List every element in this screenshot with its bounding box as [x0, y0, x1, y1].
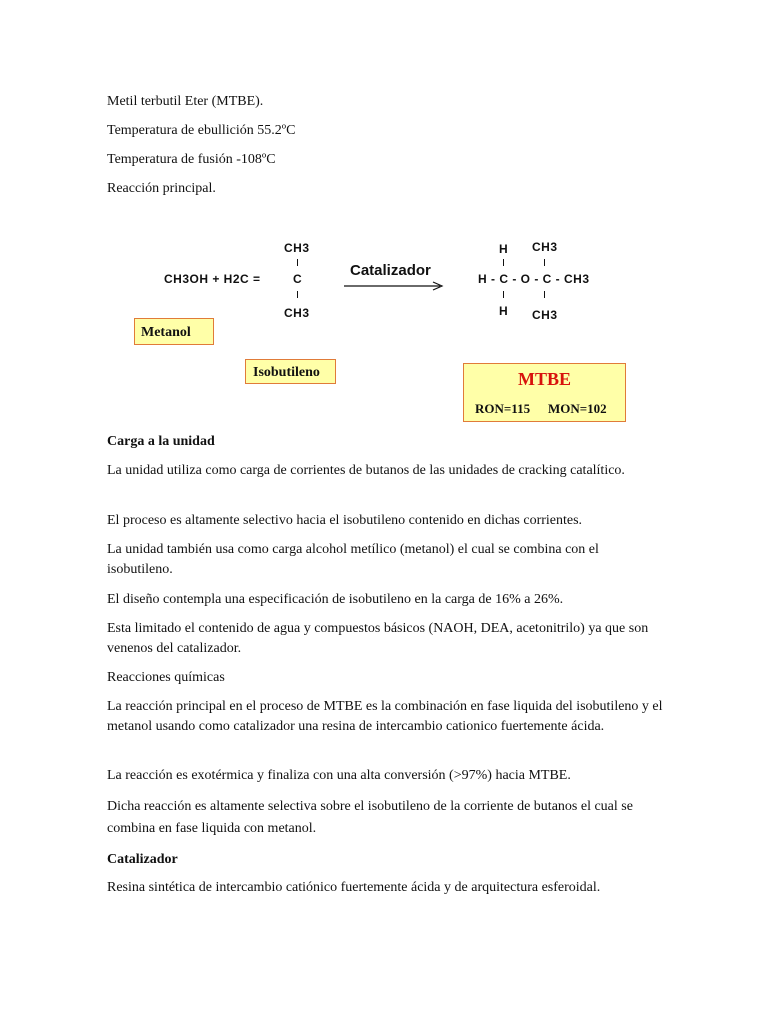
arrow-label: Catalizador [350, 262, 431, 279]
product-h-bottom: H [499, 304, 508, 318]
intro-name: Metil terbutil Eter (MTBE). [107, 94, 264, 109]
bond-bottom [297, 291, 298, 298]
carga-paragraph-5: Esta limitado el contenido de agua y compuestos básicos (NAOH, DEA, acetonitrilo) ya que son venenos del catalizador. [107, 621, 649, 656]
intro-boiling-point: Temperatura de ebullición 55.2ºC [107, 123, 296, 138]
carga-paragraph-4: El diseño contempla una especificación de isobutileno en la carga de 16% a 26%. [107, 592, 564, 607]
reactants-formula: CH3OH + H2C = [164, 272, 261, 286]
reacciones-paragraph-1: La reacción principal en el proceso de MTBE es la combinación en fase liquida del isobutileno y el metanol usando como catalizador una resina de intercambio cationico fuertemente ácida. [107, 699, 663, 734]
product-bond-bottom-left [503, 291, 504, 298]
bond-top [297, 259, 298, 266]
intro-main-reaction: Reacción principal. [107, 181, 216, 196]
intro-melting-point: Temperatura de fusión -108ºC [107, 152, 276, 167]
catalizador-heading: Catalizador [107, 852, 178, 867]
reaction-arrow-icon [344, 281, 446, 291]
label-metanol: Metanol [134, 318, 214, 345]
catalizador-paragraph-1: Resina sintética de intercambio catiónico fuertemente ácida y de arquitectura esferoidal. [107, 880, 601, 895]
product-bond-top-right [544, 259, 545, 266]
isobutylene-ch3-top: CH3 [284, 241, 310, 255]
product-ch3-top: CH3 [532, 240, 558, 254]
isobutylene-ch3-bottom: CH3 [284, 306, 310, 320]
product-chain: H - C - O - C - CH3 [478, 272, 590, 286]
carga-paragraph-3: La unidad también usa como carga alcohol metílico (metanol) el cual se combina con el isobutileno. [107, 542, 599, 577]
product-ch3-bottom: CH3 [532, 308, 558, 322]
label-mtbe-box [463, 363, 626, 422]
reacciones-paragraph-2: La reacción es exotérmica y finaliza con una alta conversión (>97%) hacia MTBE. [107, 768, 571, 783]
product-bond-top-left [503, 259, 504, 266]
mon-value: MON=102 [548, 401, 607, 416]
carga-paragraph-1: La unidad utiliza como carga de corrientes de butanos de las unidades de cracking catalítico. [107, 463, 625, 478]
product-h-top: H [499, 242, 508, 256]
label-isobutileno: Isobutileno [245, 359, 336, 384]
label-mtbe: MTBE [517, 369, 571, 389]
reacciones-paragraph-3: Dicha reacción es altamente selectiva sobre el isobutileno de la corriente de butanos el cual se combina en fase liquida con metanol. [107, 799, 633, 836]
isobutylene-carbon: C [293, 272, 302, 286]
ron-value: RON=115 [475, 401, 531, 416]
reacciones-heading: Reacciones químicas [107, 670, 225, 685]
product-bond-bottom-right [544, 291, 545, 298]
carga-heading: Carga a la unidad [107, 434, 215, 449]
carga-paragraph-2: El proceso es altamente selectivo hacia el isobutileno contenido en dichas corrientes. [107, 513, 583, 528]
